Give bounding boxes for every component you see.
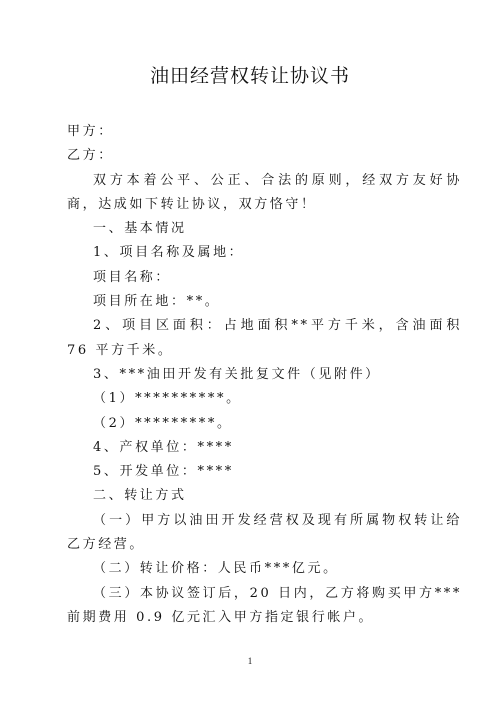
transfer-clause-2: （二）转让价格：人民币***亿元。 <box>93 561 339 577</box>
document-title: 油田经营权转让协议书 <box>149 65 350 87</box>
item-project-area: 2、项目区面积：占地面积**平方千米，含油面积 76 平方千米。 <box>67 318 462 358</box>
section-heading-basic: 一、基本情况 <box>93 221 187 237</box>
approval-doc-1: （1）**********。 <box>93 391 242 407</box>
transfer-clause-3: （三）本协议签订后，20 日内，乙方将购买甲方***前期费用 0.9 亿元汇入甲方指定银行帐户。 <box>67 585 462 625</box>
transfer-clause-1: （一）甲方以油田开发经营权及现有所属物权转让给乙方经营。 <box>67 512 462 553</box>
project-name-line: 项目名称： <box>93 269 172 285</box>
party-b-line: 乙方： <box>67 148 114 164</box>
document-body <box>67 120 462 630</box>
approval-doc-2: （2）*********。 <box>93 415 233 431</box>
item-developer: 5、开发单位：**** <box>93 464 234 480</box>
item-property-owner: 4、产权单位：**** <box>93 439 234 455</box>
item-project-name-location: 1、项目名称及属地： <box>93 245 245 261</box>
preamble-paragraph: 双方本着公平、公正、合法的原则，经双方友好协商，达成如下转让协议，双方恪守！ <box>67 172 462 212</box>
item-approval-documents: 3、***油田开发有关批复文件（见附件） <box>93 366 381 382</box>
page-number: 1 <box>247 656 253 666</box>
section-heading-transfer: 二、转让方式 <box>93 488 187 504</box>
party-a-line: 甲方： <box>67 124 114 139</box>
project-location-line: 项目所在地：**。 <box>93 294 221 310</box>
